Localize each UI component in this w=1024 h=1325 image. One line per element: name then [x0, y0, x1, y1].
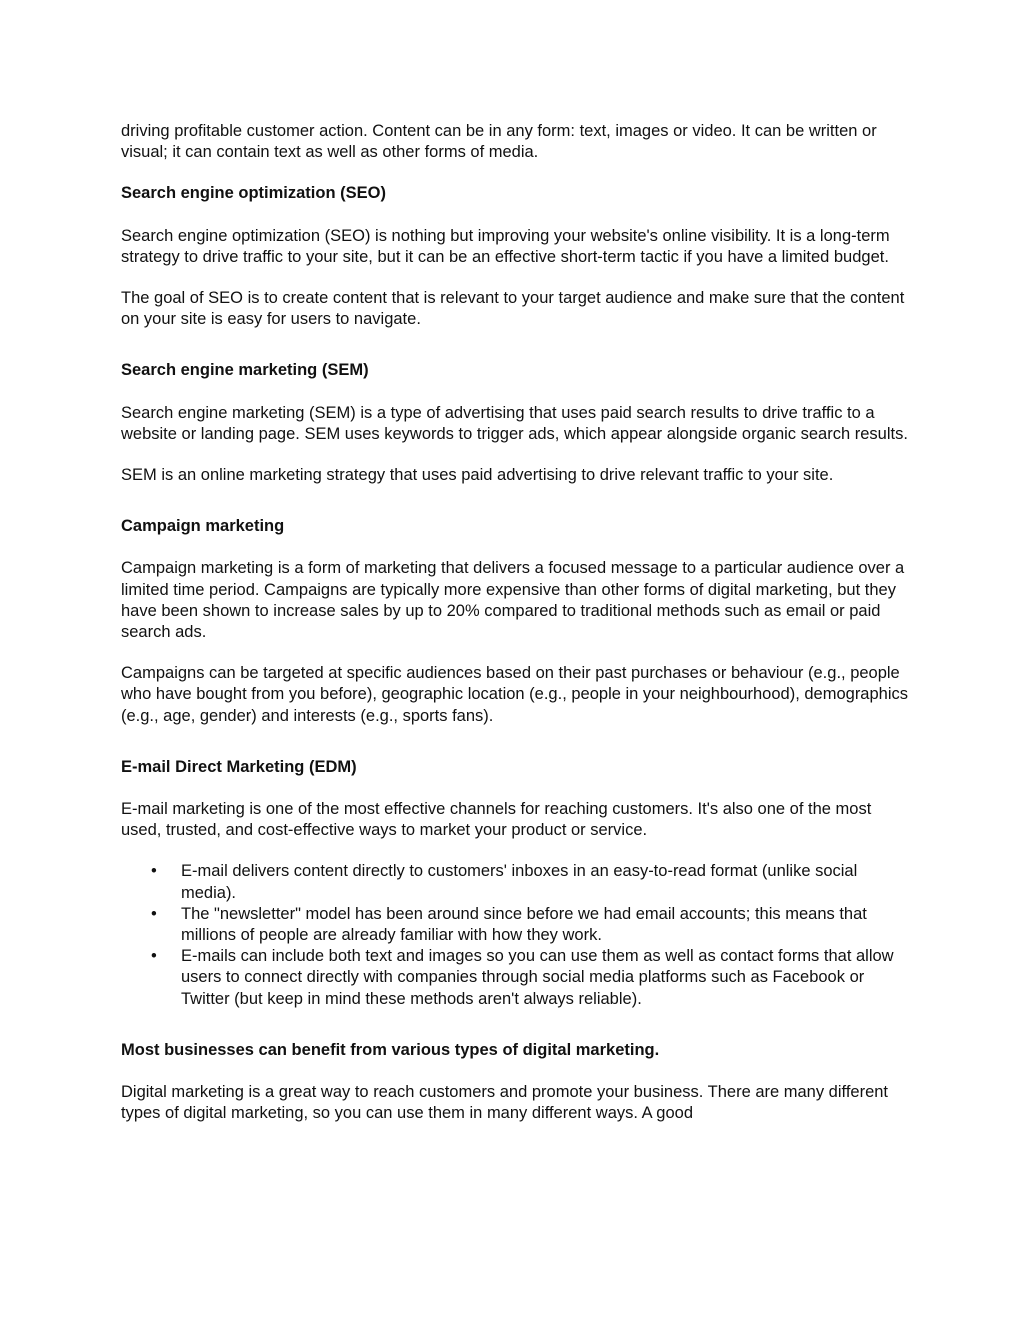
bullet-text: E-mails can include both text and images so you can use them as well as contact forms that allow users to connect directly with companies through social media platforms such as Facebook or Twitter (but keep in mind these methods aren't always reliable). — [181, 947, 894, 1008]
section-heading: Most businesses can benefit from various types of digital marketing. — [121, 1040, 660, 1059]
bullet-marker: • — [151, 904, 157, 923]
section-heading: E-mail Direct Marketing (EDM) — [121, 757, 357, 776]
section-paragraph: Search engine optimization (SEO) is nothing but improving your website's online visibility. It is a long-term strategy to drive traffic to your site, but it can be an effective short-term tactic if you have a limited budget. — [121, 226, 890, 266]
section-paragraph: E-mail marketing is one of the most effective channels for reaching customers. It's also one of the most used, trusted, and cost-effective ways to market your product or service. — [121, 800, 872, 840]
section-most-businesses — [121, 1040, 911, 1125]
intro-paragraph: driving profitable customer action. Content can be in any form: text, images or video. It can be written or visual; it can contain text as well as other forms of media. — [121, 122, 877, 162]
bullet-list — [121, 861, 911, 1009]
bullet-list-item — [121, 861, 911, 903]
section-paragraph: Search engine marketing (SEM) is a type of advertising that uses paid search results to drive traffic to a website or landing page. SEM uses keywords to trigger ads, which appear alongside organic search results. — [121, 403, 908, 443]
section-paragraph: SEM is an online marketing strategy that uses paid advertising to drive relevant traffic to your site. — [121, 466, 834, 485]
bullet-list-item — [121, 904, 911, 946]
section-sem — [121, 360, 911, 486]
section-heading: Campaign marketing — [121, 517, 285, 536]
document-page — [121, 121, 911, 1145]
section-paragraph: Campaign marketing is a form of marketing that delivers a focused message to a particular audience over a limited time period. Campaigns are typically more expensive than other forms of digital marketing, but they have been shown to increase sales by up to 20% compared to traditional methods such as email or paid search ads. — [121, 559, 905, 642]
section-paragraph: Campaigns can be targeted at specific audiences based on their past purchases or behaviour (e.g., people who have bought from you before), geographic location (e.g., people in your neighbourhood), demographics (e.g., age, gender) and interests (e.g., sports fans). — [121, 664, 909, 725]
bullet-marker: • — [151, 862, 157, 881]
section-edm — [121, 757, 911, 1010]
bullet-list-item — [121, 946, 911, 1010]
bullet-text: E-mail delivers content directly to customers' inboxes in an easy-to-read format (unlike social media). — [181, 862, 858, 902]
section-heading: Search engine marketing (SEM) — [121, 361, 369, 380]
bullet-marker: • — [151, 947, 157, 966]
section-seo — [121, 183, 911, 330]
section-heading: Search engine optimization (SEO) — [121, 184, 386, 203]
section-paragraph: Digital marketing is a great way to reach customers and promote your business. There are many different types of digital marketing, so you can use them in many different ways. A good — [121, 1083, 889, 1123]
section-campaign-marketing — [121, 516, 911, 727]
section-paragraph: The goal of SEO is to create content that is relevant to your target audience and make sure that the content on your site is easy for users to navigate. — [121, 289, 905, 329]
bullet-text: The "newsletter" model has been around since before we had email accounts; this means that millions of people are already familiar with how they work. — [181, 904, 867, 945]
